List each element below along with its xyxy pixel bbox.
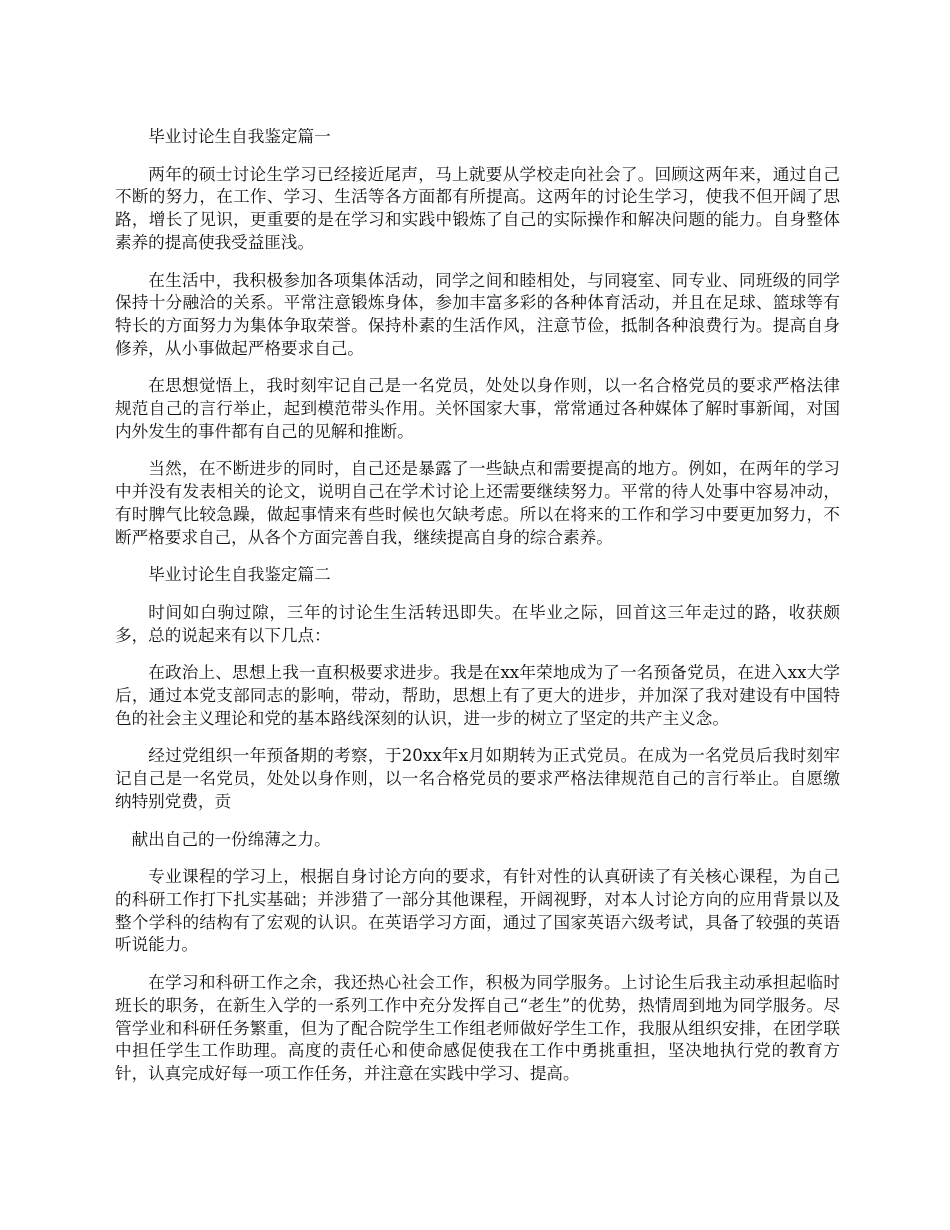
paragraph-3: 在思想觉悟上，我时刻牢记自己是一名党员，处处以身作则，以一名合格党员的要求严格法律规范自己的言行举止，起到模范带头作用。关怀国家大事，常常通过各种媒体了解时事新闻，对国内外发生的事件都有自己的见解和推断。 xyxy=(115,376,840,441)
paragraph-4: 当然，在不断进步的同时，自己还是暴露了一些缺点和需要提高的地方。例如，在两年的学习中并没有发表相关的论文，说明自己在学术讨论上还需要继续努力。平常的待人处事中容易冲动，有时脾气比较急躁，做起事情来有些时候也欠缺考虑。所以在将来的工作和学习中要更加努力，不断严格要求自己，从各个方面完善自我，继续提高自身的综合素养。 xyxy=(115,459,840,547)
paragraph-2: 在生活中，我积极参加各项集体活动，同学之间和睦相处，与同寝室、同专业、同班级的同学保持十分融洽的关系。平常注意锻炼身体，参加丰富多彩的各种体育活动，并且在足球、篮球等有特长的方面努力为集体争取荣誉。保持朴素的生活作风，注意节俭，抵制各种浪费行为。提高自身修养，从小事做起严格要求自己。 xyxy=(115,270,840,358)
section-heading-1: 毕业讨论生自我鉴定篇一 xyxy=(148,127,331,146)
paragraph-8: 献出自己的一份绵薄之力。 xyxy=(131,829,331,849)
paragraph-10: 在学习和科研工作之余，我还热心社会工作，积极为同学服务。上讨论生后我主动承担起临时班长的职务，在新生入学的一系列工作中充分发挥自己“老生”的优势，热情周到地为同学服务。尽管学业和科研任务繁重，但为了配合院学生工作组老师做好学生工作，我服从组织安排，在团学联中担任学生工作助理。高度的责任心和使命感促使我在工作中勇挑重担，坚决地执行党的教育方针，认真完成好每一项工作任务，并注意在实践中学习、提高。 xyxy=(115,973,840,1083)
paragraph-1: 两年的硕士讨论生学习已经接近尾声，马上就要从学校走向社会了。回顾这两年来，通过自己不断的努力，在工作、学习、生活等各方面都有所提高。这两年的讨论生学习，使我不但开阔了思路，增长了见识，更重要的是在学习和实践中锻炼了自己的实际操作和解决问题的能力。自身整体素养的提高使我受益匪浅。 xyxy=(115,164,840,252)
document-page xyxy=(115,126,840,1101)
paragraph-6: 在政治上、思想上我一直积极要求进步。我是在xx年荣地成为了一名预备党员，在进入xx大学后，通过本党支部同志的影响，带动，帮助，思想上有了更大的进步，并加深了我对建设有中国特色的社会主义理论和党的基本路线深刻的认识，进一步的树立了坚定的共产主义念。 xyxy=(115,663,840,728)
paragraph-5: 时间如白驹过隙，三年的讨论生生活转迅即失。在毕业之际，回首这三年走过的路，收获颇多，总的说起来有以下几点： xyxy=(115,602,840,645)
section-heading-2: 毕业讨论生自我鉴定篇二 xyxy=(148,565,331,585)
paragraph-9: 专业课程的学习上，根据自身讨论方向的要求，有针对性的认真研读了有关核心课程，为自己的科研工作打下扎实基础；并涉猎了一部分其他课程，开阔视野，对本人讨论方向的应用背景以及整个学科的结构有了宏观的认识。在英语学习方面，通过了国家英语六级考试，具备了较强的英语听说能力。 xyxy=(115,867,840,955)
paragraph-7: 经过党组织一年预备期的考察，于20xx年x月如期转为正式党员。在成为一名党员后我时刻牢记自己是一名党员，处处以身作则，以一名合格党员的要求严格法律规范自己的言行举止。自愿缴纳特别党费，贡 xyxy=(115,746,840,811)
